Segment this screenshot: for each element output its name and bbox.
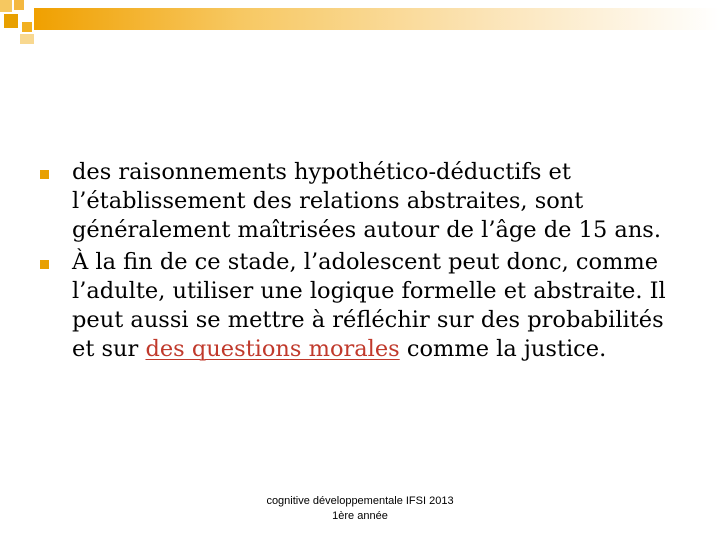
slide-footer xyxy=(240,494,480,524)
square-bullet-icon xyxy=(40,170,49,179)
header-gradient-bar xyxy=(34,8,720,30)
slide-body xyxy=(40,158,680,364)
deco-square xyxy=(22,22,32,32)
deco-square xyxy=(0,0,12,12)
bullet-text: comme la justice. xyxy=(399,336,607,362)
deco-square xyxy=(14,0,24,10)
footer-line: cognitive développementale IFSI 2013 xyxy=(266,495,454,507)
deco-square xyxy=(20,34,34,44)
bullet-item xyxy=(40,248,680,364)
deco-square xyxy=(4,14,18,28)
bullet-item xyxy=(40,158,680,245)
footer-line: 1ère année xyxy=(332,510,388,522)
questions-morales-link[interactable]: des questions morales xyxy=(145,336,400,362)
square-bullet-icon xyxy=(40,260,49,269)
bullet-text: des raisonnements hypothético-déductifs et l’établissement des relations abstraites, sont généralement maîtrisées autour de l’âge de 15 ans. xyxy=(72,159,662,243)
bullet-text: À la fin de ce stade, l’adolescent peut donc, comme l’adulte, utiliser une logique formelle et abstraite. Il peut aussi se mettre à réfléchir sur des probabilités et sur xyxy=(72,249,666,362)
